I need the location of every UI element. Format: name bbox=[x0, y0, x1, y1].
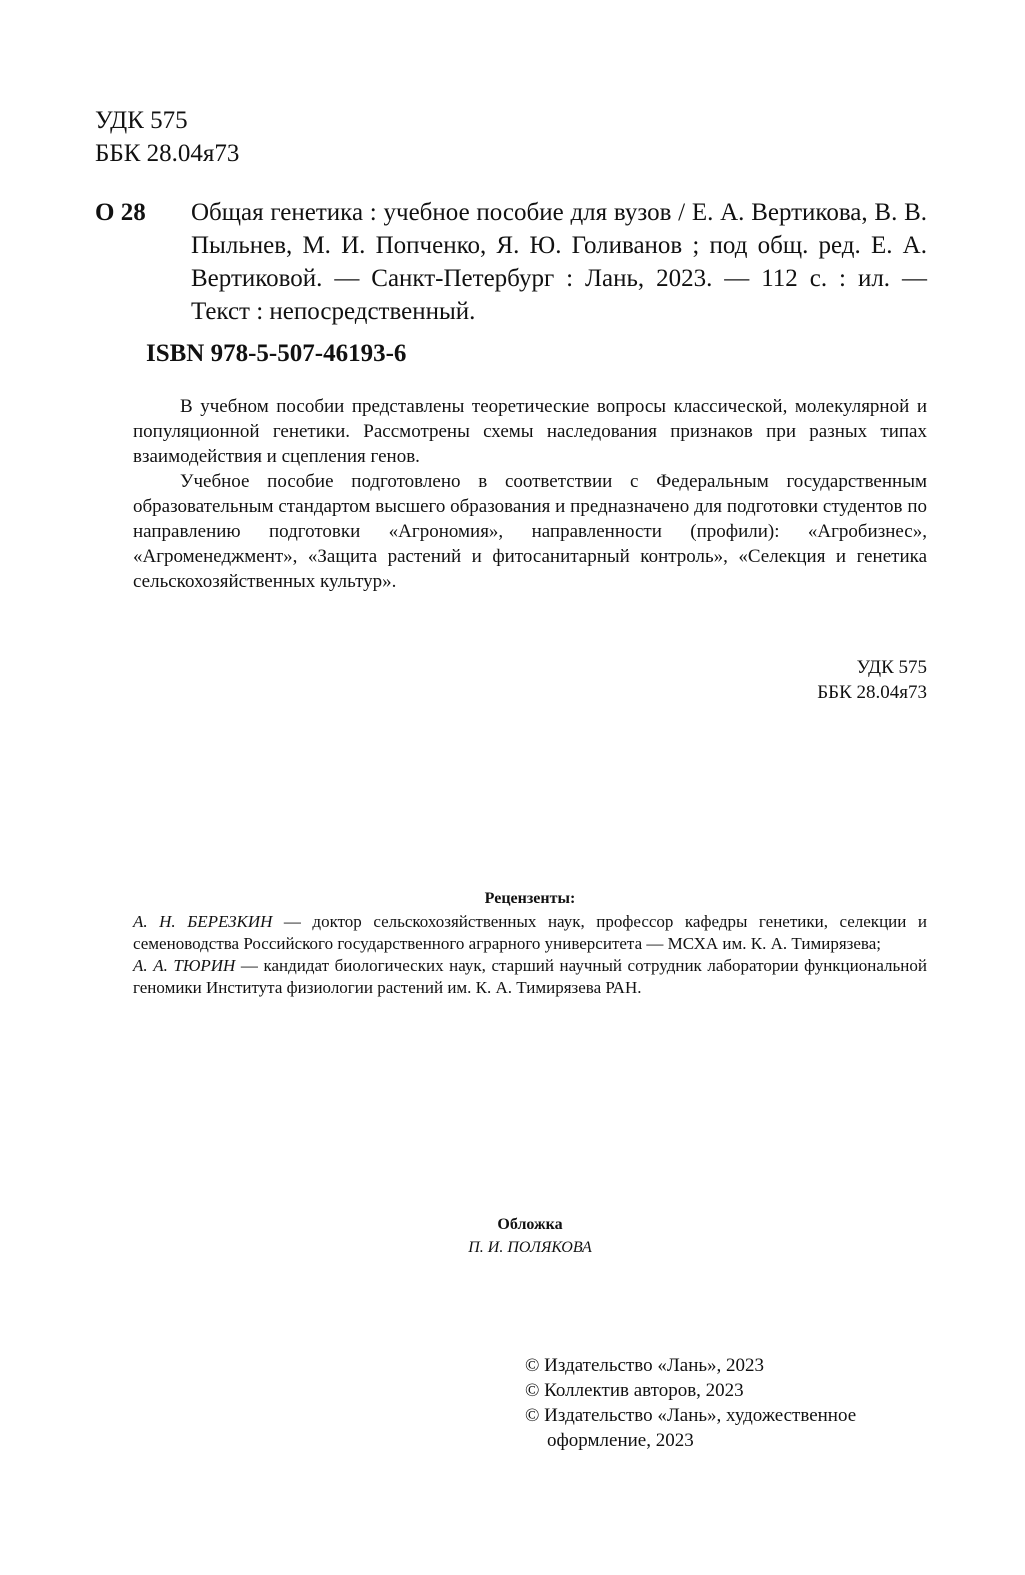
reviewer-description: — кандидат биологических наук, старший научный сотрудник лаборатории функциональной геномики Института физиологии растений им. К. А. Тимирязева РАН. bbox=[133, 956, 927, 997]
copyright-line: © Коллектив авторов, 2023 bbox=[525, 1380, 744, 1401]
reviewer-name: А. Н. БЕРЕЗКИН bbox=[133, 912, 273, 931]
isbn: ISBN 978-5-507-46193-6 bbox=[146, 340, 407, 367]
reviewers-heading: Рецензенты: bbox=[484, 890, 576, 907]
copyright-block bbox=[525, 1353, 925, 1453]
abstract-paragraph: В учебном пособии представлены теоретические вопросы классической, молекулярной и популяционной генетики. Рассмотрены схемы наследования признаков при разных типах взаимодействия и сцепления генов. bbox=[133, 396, 927, 467]
reviewer-item bbox=[133, 955, 927, 999]
abstract-paragraph: Учебное пособие подготовлено в соответствии с Федеральным государственным образовательным стандартом высшего образования и предназначено для подготовки студентов по направлению подготовки «Агрономия», направленности (профили): «Агробизнес», «Агроменеджмент», «Защита растений и фитосанитарный контроль», «Селекция и генетика сельскохозяйственных культур». bbox=[133, 471, 927, 592]
copyright-line: © Издательство «Лань», 2023 bbox=[525, 1355, 765, 1376]
cover-heading: Обложка bbox=[497, 1216, 563, 1233]
copyright-line: © Издательство «Лань», художественное оформление, 2023 bbox=[525, 1405, 857, 1451]
reviewers-list bbox=[133, 911, 927, 999]
top-classification-codes bbox=[95, 104, 239, 170]
reviewer-description: — доктор сельскохозяйственных наук, профессор кафедры генетики, селекции и семеноводства Российского государственного аграрного университета — МСХА им. К. А. Тимирязева; bbox=[133, 912, 927, 953]
bibliographic-description: Общая генетика : учебное пособие для вузов / Е. А. Вертикова, В. В. Пыльнев, М. И. Попченко, Я. Ю. Голиванов ; под общ. ред. Е. А. Вертиковой. — Санкт-Петербург : Лань, 2023. — 112 с. : ил. — Текст : непосредственный. bbox=[191, 199, 927, 325]
author-sign: О 28 bbox=[95, 199, 146, 226]
bbk-code: ББК 28.04я73 bbox=[95, 140, 240, 167]
bibliographic-entry bbox=[95, 196, 927, 328]
right-classification-codes bbox=[817, 655, 927, 705]
bbk-code-right: ББК 28.04я73 bbox=[817, 682, 927, 703]
udk-code-right: УДК 575 bbox=[856, 657, 927, 678]
abstract bbox=[133, 394, 927, 594]
cover-designer: П. И. ПОЛЯКОВА bbox=[468, 1239, 592, 1256]
reviewer-item bbox=[133, 911, 927, 955]
udk-code: УДК 575 bbox=[95, 107, 188, 134]
reviewer-name: А. А. ТЮРИН bbox=[133, 956, 236, 975]
